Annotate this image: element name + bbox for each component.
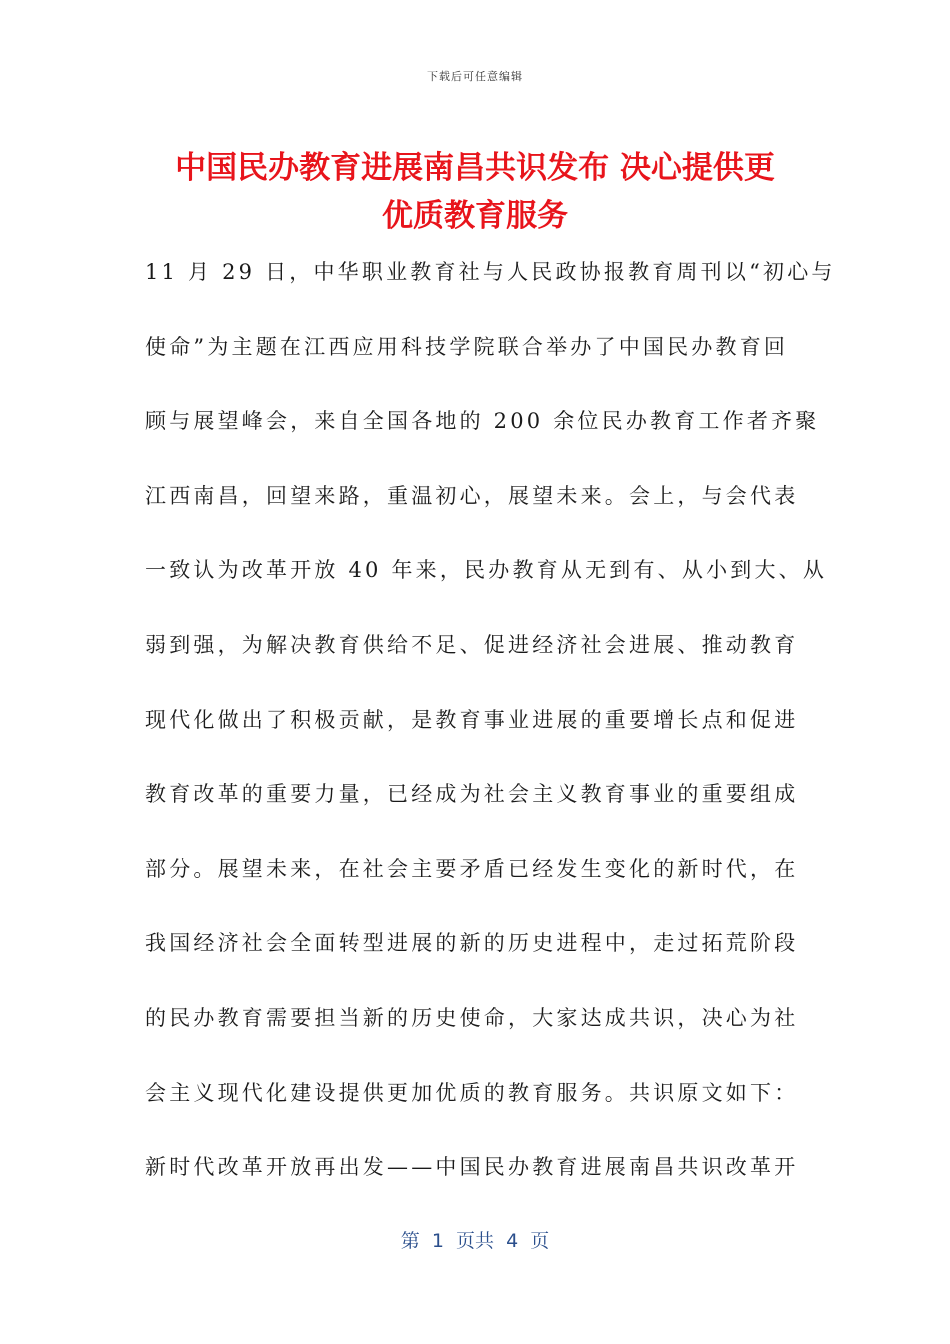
body-line: 我国经济社会全面转型进展的新的历史进程中，走过拓荒阶段 [145,931,799,956]
document-body [145,250,836,1220]
body-line: 一致认为改革开放 40 年来，民办教育从无到有、从小到大、从 [145,558,828,583]
body-line: 使命”为主题在江西应用科技学院联合举办了中国民办教育回 [145,334,789,359]
title-line: 中国民办教育进展南昌共识发布 决心提供更 [175,150,775,186]
body-line: 11 月 29 日，中华职业教育社与人民政协报教育周刊以“初心与 [145,260,836,284]
body-line: 现代化做出了积极贡献，是教育事业进展的重要增长点和促进 [145,707,799,732]
body-line: 会主义现代化建设提供更加优质的教育服务。共识原文如下： [145,1080,799,1105]
document-title [120,144,830,240]
title-line: 优质教育服务 [382,198,568,234]
body-line: 江西南昌，回望来路，重温初心，展望未来。会上，与会代表 [145,483,799,508]
body-line: 教育改革的重要力量，已经成为社会主义教育事业的重要组成 [145,782,799,807]
body-line: 新时代改革开放再出发——中国民办教育进展南昌共识改革开 [145,1155,799,1180]
page-number-footer: 第 1 页共 4 页 [400,1230,550,1252]
body-line: 弱到强，为解决教育供给不足、促进经济社会进展、推动教育 [145,632,799,657]
body-line: 顾与展望峰会，来自全国各地的 200 余位民办教育工作者齐聚 [145,409,820,434]
header-note: 下载后可任意编辑 [427,70,523,83]
body-line: 的民办教育需要担当新的历史使命，大家达成共识，决心为社 [145,1005,799,1030]
body-line: 部分。展望未来，在社会主要矛盾已经发生变化的新时代，在 [145,856,799,881]
